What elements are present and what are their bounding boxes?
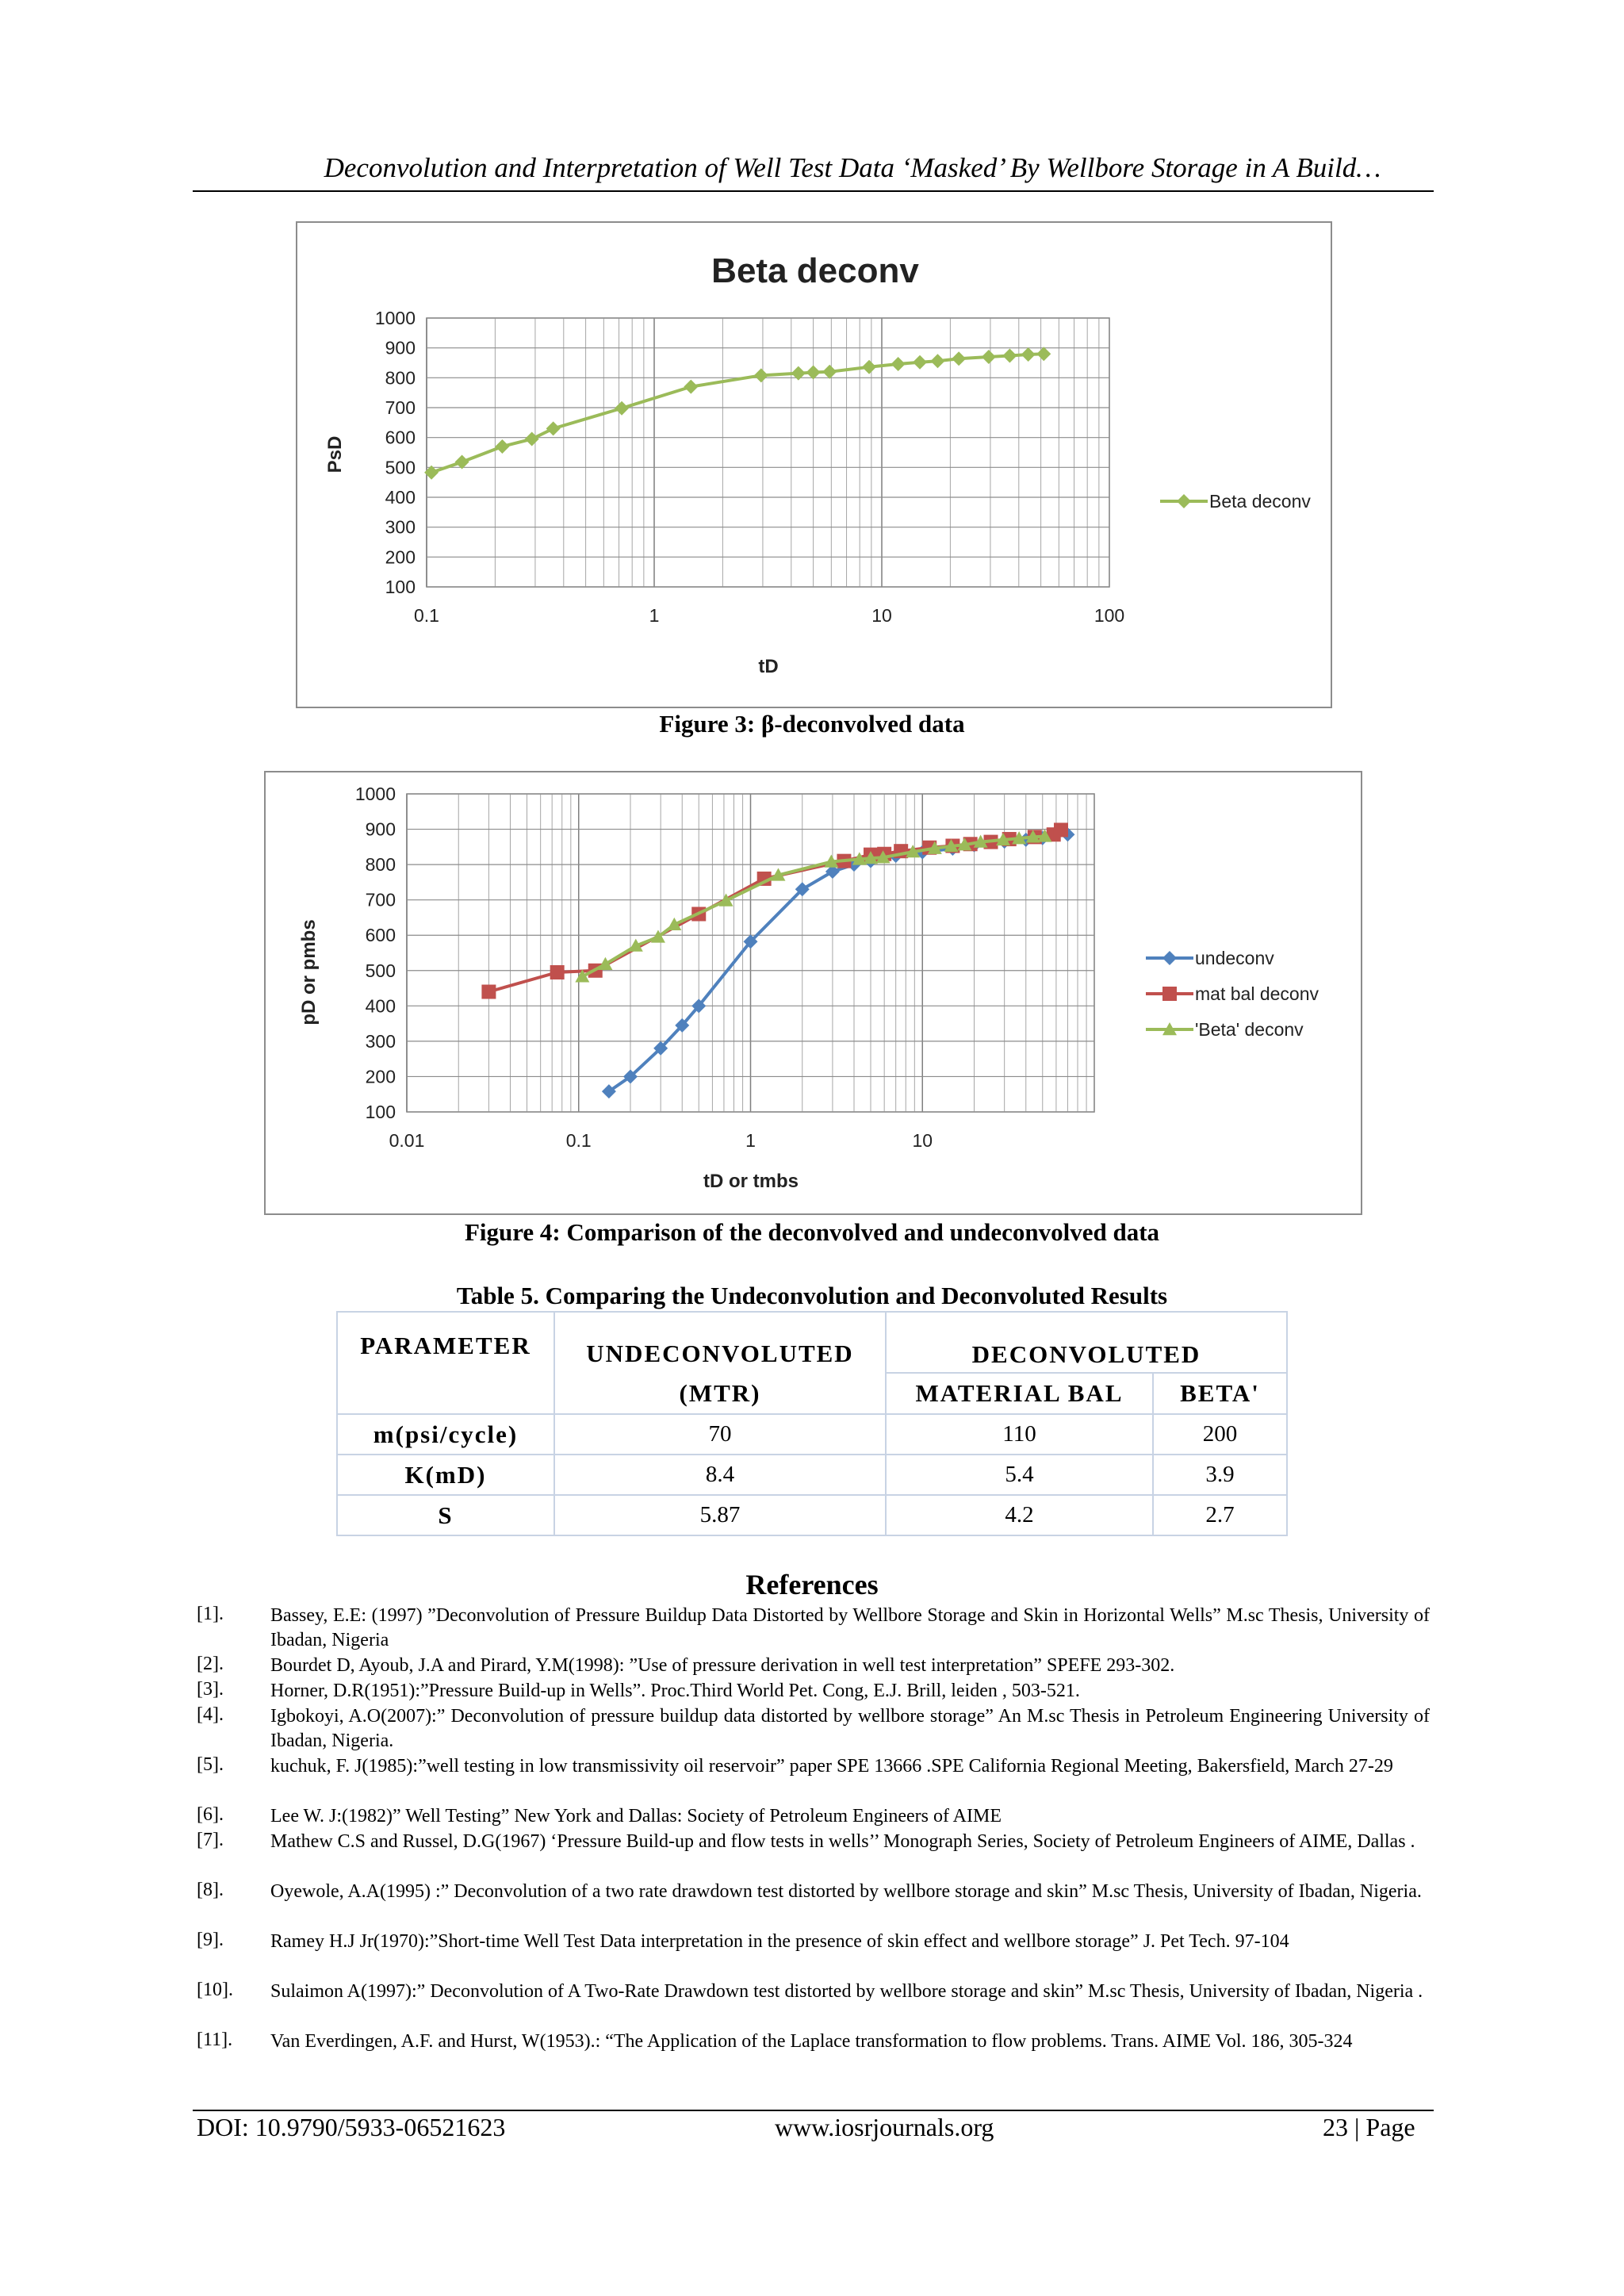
y-tick-label: 100 bbox=[365, 1102, 396, 1122]
data-point bbox=[481, 985, 496, 999]
header-rule bbox=[193, 190, 1434, 192]
y-tick-label: 700 bbox=[365, 889, 396, 910]
x-tick-label: 0.1 bbox=[565, 1130, 592, 1151]
footer-page-number: 23 | Page bbox=[1323, 2113, 1415, 2141]
cell-parameter: m(psi/cycle) bbox=[337, 1414, 554, 1455]
cell-beta: 3.9 bbox=[1153, 1455, 1287, 1495]
reference-number: [6]. bbox=[197, 1804, 224, 1825]
cell-parameter: S bbox=[337, 1495, 554, 1535]
results-table bbox=[336, 1311, 1288, 1536]
cell-material-bal: 110 bbox=[886, 1414, 1153, 1455]
figure-4-caption: Figure 4: Comparison of the deconvolved and undeconvolved data bbox=[464, 1218, 1160, 1246]
header-beta: BETA' bbox=[1153, 1373, 1287, 1414]
data-point bbox=[1054, 822, 1068, 837]
chart-legend bbox=[1160, 491, 1311, 512]
y-tick-label: 900 bbox=[365, 818, 396, 840]
reference-text: Igbokoyi, A.O(2007):” Deconvolution of pressure buildup data distorted by wellbore storage” An M.sc Thesis in Petroleum Engineering University of Ibadan, Nigeria. bbox=[270, 1706, 1430, 1751]
reference-text: Mathew C.S and Russel, D.G(1967) ‘Pressure Build-up and flow tests in wells’’ Monograph Series, Society of Petroleum Engineers of AIME, Dallas . bbox=[270, 1831, 1415, 1852]
x-tick-labels bbox=[414, 605, 1124, 626]
y-tick-label: 1000 bbox=[354, 784, 396, 804]
reference-number: [4]. bbox=[197, 1704, 224, 1725]
header-undeconvoluted: UNDECONVOLUTED bbox=[554, 1312, 886, 1373]
x-tick-label: 10 bbox=[871, 605, 892, 626]
reference-text: Lee W. J:(1982)” Well Testing” New York and Dallas: Society of Petroleum Engineers of AIME bbox=[270, 1806, 1002, 1826]
y-tick-label: 400 bbox=[385, 487, 416, 508]
reference-number: [9]. bbox=[197, 1930, 224, 1950]
table-row bbox=[337, 1414, 1287, 1455]
x-axis-label: tD bbox=[758, 656, 779, 677]
data-point bbox=[550, 965, 565, 979]
y-tick-labels bbox=[355, 784, 396, 1122]
y-tick-label: 600 bbox=[385, 427, 416, 448]
legend-marker bbox=[1177, 494, 1191, 508]
reference-text: Oyewole, A.A(1995) :” Deconvolution of a two rate drawdown test distorted by wellbore storage and skin” M.sc Thesis, University of Ibadan, Nigeria. bbox=[270, 1881, 1422, 1902]
y-tick-label: 900 bbox=[385, 337, 416, 358]
reference-text: Ramey H.J Jr(1970):”Short-time Well Test Data interpretation in the presence of skin effect and wellbore storage” J. Pet Tech. 97-104 bbox=[270, 1931, 1289, 1952]
x-tick-label: 1 bbox=[649, 605, 660, 626]
y-tick-label: 1000 bbox=[374, 308, 416, 328]
y-tick-label: 300 bbox=[385, 516, 416, 538]
legend-marker bbox=[1162, 987, 1177, 1001]
y-tick-label: 700 bbox=[385, 397, 416, 418]
footer-website: www.iosrjournals.org bbox=[775, 2113, 994, 2141]
table-5-title: Table 5. Comparing the Undeconvolution and Deconvoluted Results bbox=[456, 1282, 1168, 1309]
x-tick-label: 0.1 bbox=[414, 605, 439, 626]
y-axis-label: PsD bbox=[324, 435, 346, 473]
cell-undeconvoluted: 5.87 bbox=[554, 1495, 886, 1535]
figure-3-caption: Figure 3: β-deconvolved data bbox=[659, 710, 965, 738]
x-tick-label: 10 bbox=[912, 1130, 933, 1151]
reference-text: Bourdet D, Ayoub, J.A and Pirard, Y.M(1998): ”Use of pressure derivation in well test interpretation” SPEFE 293-302. bbox=[270, 1655, 1175, 1676]
reference-text: kuchuk, F. J(1985):”well testing in low transmissivity oil reservoir” paper SPE 13666 .SPE California Regional Meeting, Bakersfield, March 27-29 bbox=[270, 1756, 1393, 1777]
footer-rule bbox=[193, 2110, 1434, 2111]
y-tick-label: 100 bbox=[385, 577, 416, 597]
references-title: References bbox=[745, 1569, 879, 1600]
reference-text: Bassey, E.E: (1997) ”Deconvolution of Pressure Buildup Data Distorted by Wellbore Storage and Skin in Horizontal Wells” M.sc Thesis, University of Ibadan, Nigeria bbox=[270, 1605, 1430, 1650]
figure-4 bbox=[264, 771, 1362, 1215]
y-tick-label: 300 bbox=[365, 1030, 396, 1052]
legend-label: mat bal deconv bbox=[1195, 983, 1319, 1004]
header-mtr: (MTR) bbox=[554, 1373, 886, 1414]
cell-material-bal: 4.2 bbox=[886, 1495, 1153, 1535]
footer-doi: DOI: 10.9790/5933-06521623 bbox=[197, 2113, 506, 2141]
header-parameter: PARAMETER bbox=[337, 1312, 554, 1414]
reference-number: [1]. bbox=[197, 1604, 224, 1624]
x-axis-label: tD or tmbs bbox=[703, 1171, 799, 1192]
cell-undeconvoluted: 8.4 bbox=[554, 1455, 886, 1495]
reference-text: Horner, D.R(1951):”Pressure Build-up in Wells”. Proc.Third World Pet. Cong, E.J. Brill, leiden , 503-521. bbox=[270, 1681, 1080, 1701]
table-row bbox=[337, 1455, 1287, 1495]
cell-parameter: K(mD) bbox=[337, 1455, 554, 1495]
figure-4-chart bbox=[266, 772, 1364, 1217]
y-axis-label: pD or pmbs bbox=[298, 919, 320, 1025]
chart-legend bbox=[1146, 948, 1319, 1040]
x-tick-label: 0.01 bbox=[389, 1130, 425, 1151]
cell-undeconvoluted: 70 bbox=[554, 1414, 886, 1455]
reference-text: Sulaimon A(1997):” Deconvolution of A Two-Rate Drawdown test distorted by wellbore storage and skin” M.sc Thesis, University of Ibadan, Nigeria . bbox=[270, 1981, 1423, 2002]
cell-beta: 200 bbox=[1153, 1414, 1287, 1455]
legend-label: 'Beta' deconv bbox=[1195, 1019, 1304, 1040]
table-row bbox=[337, 1495, 1287, 1535]
y-tick-label: 500 bbox=[365, 960, 396, 981]
legend-label: Beta deconv bbox=[1209, 491, 1311, 512]
figure-3 bbox=[296, 221, 1332, 708]
y-tick-labels bbox=[375, 308, 416, 597]
y-tick-label: 200 bbox=[365, 1066, 396, 1087]
cell-material-bal: 5.4 bbox=[886, 1455, 1153, 1495]
running-header: Deconvolution and Interpretation of Well Test Data ‘Masked’ By Wellbore Storage in A Build… bbox=[324, 152, 1381, 183]
x-tick-label: 1 bbox=[745, 1130, 756, 1151]
reference-number: [11]. bbox=[197, 2030, 233, 2050]
chart-title: Beta deconv bbox=[711, 251, 919, 290]
y-tick-label: 800 bbox=[365, 854, 396, 876]
reference-number: [7]. bbox=[197, 1830, 224, 1850]
y-tick-label: 500 bbox=[385, 457, 416, 478]
x-tick-label: 100 bbox=[1094, 605, 1125, 626]
reference-number: [5]. bbox=[197, 1754, 224, 1775]
cell-beta: 2.7 bbox=[1153, 1495, 1287, 1535]
reference-number: [8]. bbox=[197, 1880, 224, 1900]
reference-text: Van Everdingen, A.F. and Hurst, W(1953).: “The Application of the Laplace transformation to flow problems. Trans. AIME Vol. 186, 305-324 bbox=[270, 2031, 1353, 2052]
figure-3-chart bbox=[297, 223, 1334, 710]
legend-marker bbox=[1162, 951, 1177, 965]
y-tick-label: 800 bbox=[385, 367, 416, 389]
legend-label: undeconv bbox=[1195, 948, 1274, 968]
header-deconvoluted: DECONVOLUTED bbox=[886, 1312, 1287, 1373]
y-tick-label: 200 bbox=[385, 546, 416, 568]
reference-number: [10]. bbox=[197, 1980, 233, 2000]
reference-number: [2]. bbox=[197, 1654, 224, 1674]
x-tick-labels bbox=[389, 1130, 933, 1151]
reference-number: [3]. bbox=[197, 1679, 224, 1700]
y-tick-label: 600 bbox=[365, 925, 396, 946]
y-tick-label: 400 bbox=[365, 995, 396, 1017]
header-material-bal: MATERIAL BAL bbox=[886, 1373, 1153, 1414]
